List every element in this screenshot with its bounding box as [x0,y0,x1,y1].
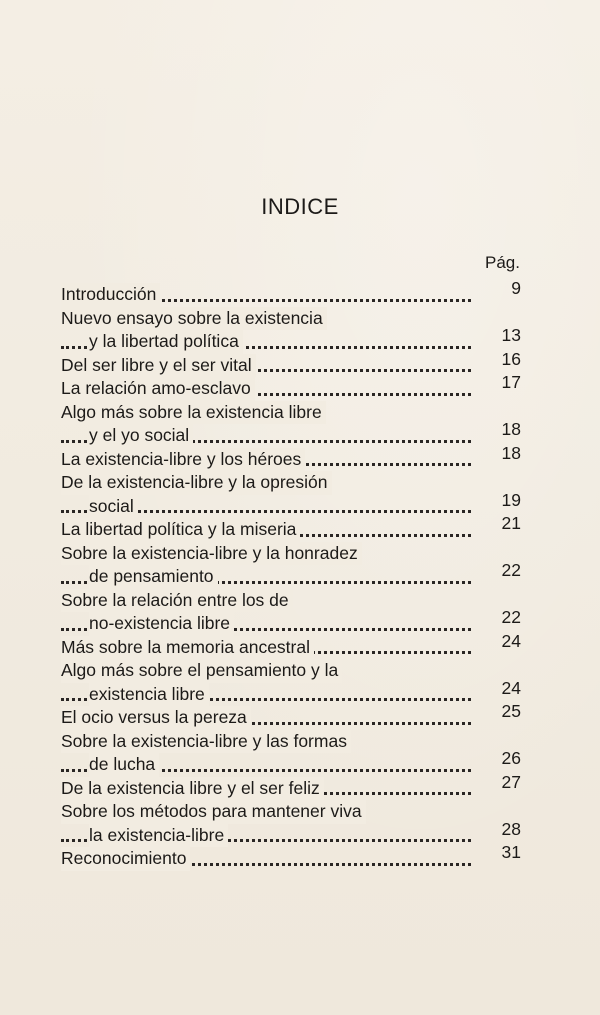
toc-page-number: 28 [501,818,521,839]
toc-entry-line [61,401,521,425]
toc-page-number: 18 [501,419,521,439]
toc-entry-text: La existencia-libre y los héroes [61,448,305,472]
toc-entry-text: Sobre la relación entre los de [61,589,293,613]
toc-entry-line [61,419,521,448]
toc-page-number: 22 [501,560,521,580]
toc-entry-text: de pensamiento [89,565,218,589]
toc-entry-text: Reconocimiento [61,847,190,871]
toc-page-number: 19 [501,489,521,510]
toc-entry-text: Algo más sobre la existencia libre [61,401,326,425]
toc-page-number: 25 [501,701,521,721]
toc-entry-line [61,800,521,824]
toc-entry-text: Introducción [61,283,160,307]
toc-entry-text: La libertad política y la miseria [61,518,300,542]
toc-entry-text: y el yo social [89,424,193,448]
toc-entry-line [61,589,521,613]
toc-page-number: 22 [501,607,521,627]
toc-entry-line [61,372,521,401]
toc-entry-text: la existencia-libre [89,824,228,848]
toc-entry-line [61,513,521,542]
toc-entry-line [61,471,521,495]
toc-entry-line [61,278,521,307]
toc-page-number: 21 [501,513,521,533]
toc-entry-line [61,348,521,378]
toc-entry-text: El ocio versus la pereza [61,706,251,730]
toc-page-number: 16 [501,348,521,369]
toc-entry-line [61,677,521,707]
toc-entry-line [61,542,521,566]
toc-page-number: 31 [501,842,521,862]
toc-page-number: 24 [501,677,521,698]
toc-entry-line [61,771,521,801]
toc-entry-text: Algo más sobre el pensamiento y la [61,659,342,683]
toc-page-number: 9 [511,278,521,298]
index-title: INDICE [261,194,339,219]
toc-entry-line [61,630,521,660]
toc-entry-line [61,442,521,472]
page-column-header: Pág. [485,253,520,272]
toc-entry-text: Sobre la existencia-libre y la honradez [61,542,362,566]
toc-entry-text: Sobre los métodos para mantener viva [61,800,366,824]
toc-page-number: 27 [501,771,521,792]
toc-page-number: 18 [501,442,521,463]
toc-entry-line [61,701,521,730]
toc-entry-text: Del ser libre y el ser vital [61,354,256,378]
toc-page-number: 13 [501,325,521,345]
toc-entry-text: Sobre la existencia-libre y las formas [61,730,351,754]
toc-entry-text: no-existencia libre [89,612,234,636]
toc-entry-text: social [89,495,138,519]
toc-entry-text: y la libertad política [89,330,243,354]
toc-entry-line [61,748,521,777]
table-of-contents [61,278,521,871]
toc-page-number: 26 [501,748,521,768]
toc-entry-text: Más sobre la memoria ancestral [61,636,314,660]
toc-page-number: 24 [501,630,521,651]
toc-entry-line [61,307,521,331]
toc-entry-line [61,560,521,589]
toc-entry-text: existencia libre [89,683,209,707]
toc-entry-text: Nuevo ensayo sobre la existencia [61,307,327,331]
toc-entry-line [61,489,521,519]
toc-entry-line [61,818,521,848]
toc-entry-text: De la existencia-libre y la opresión [61,471,332,495]
toc-entry-line [61,607,521,636]
toc-entry-line [61,842,521,871]
toc-entry-text: De la existencia libre y el ser feliz [61,777,324,801]
toc-entry-text: La relación amo-esclavo [61,377,255,401]
toc-page-number: 17 [501,372,521,392]
toc-entry-text: de lucha [89,753,159,777]
toc-entry-line [61,659,521,683]
toc-entry-line [61,730,521,754]
toc-entry-line [61,325,521,354]
